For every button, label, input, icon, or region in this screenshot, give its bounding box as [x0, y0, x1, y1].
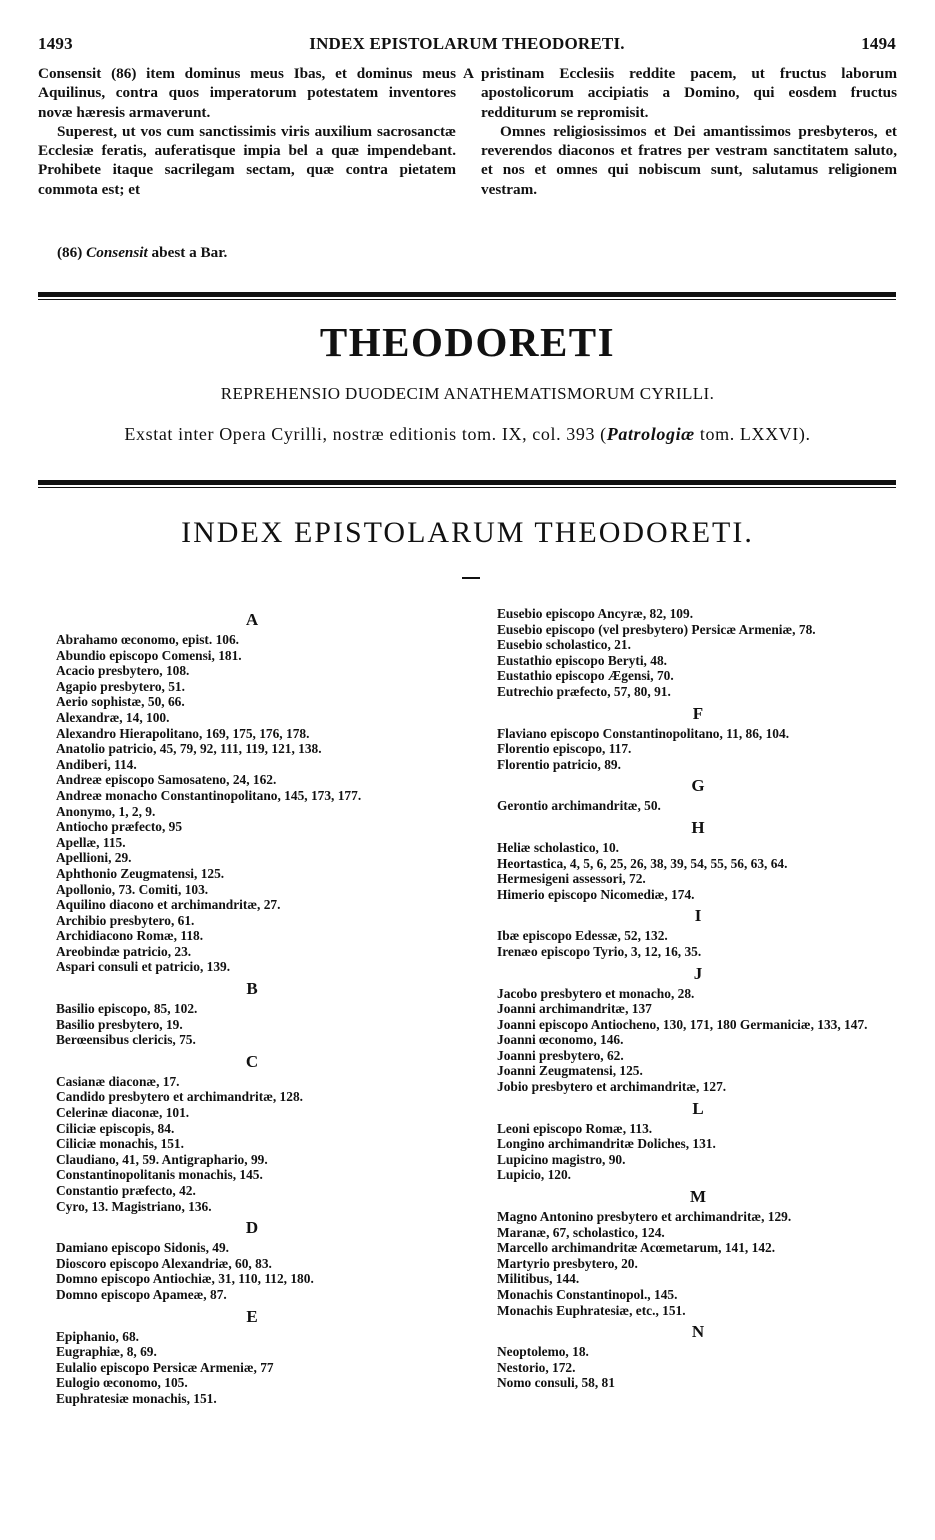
index-entry: Constantio præfecto, 42. — [56, 1183, 196, 1198]
index-entry: Eutrechio præfecto, 57, 80, 91. — [497, 683, 671, 699]
index-entry: Berœensibus clericis, 75. — [56, 1032, 196, 1048]
footnote-word: Consensit — [86, 244, 148, 261]
index-entry: Eusebio scholastico, 21. — [497, 637, 631, 653]
index-entry: Irenæo episcopo Tyrio, 3, 12, 16, 35. — [497, 943, 702, 959]
index-entry: Apellæ, 115. — [56, 834, 126, 850]
index-entry: Andreæ episcopo Samosateno, 24, 162. — [56, 772, 277, 788]
index-entry: Marcello archimandritæ Acœmetarum, 141, 142. — [497, 1240, 776, 1256]
index-entry: Andreæ monacho Constantinopolitano, 145, 173, 177. — [56, 787, 362, 803]
source-note — [0, 424, 935, 445]
index-entry: Lupicino magistro, 90. — [497, 1151, 626, 1167]
prose-left-column — [38, 64, 456, 199]
index-entry: Apellioni, 29. — [56, 850, 132, 866]
running-title: INDEX EPISTOLARUM THEODORETI. — [309, 34, 625, 53]
index-entry: Basilio episcopo, 85, 102. — [56, 1001, 198, 1017]
prose-left-paragraph-1: Consensit (86) item dominus meus Ibas, et dominus meus Aquilinus, contra quos imperatorum potestatem inventores novæ hæresis armaverunt. — [38, 65, 456, 121]
index-letter-heading: I — [694, 906, 702, 926]
index-letter-heading: N — [691, 1322, 705, 1342]
index-letter-heading: E — [246, 1306, 258, 1326]
index-entry: Eusebio episcopo Ancyræ, 82, 109. — [497, 606, 694, 621]
section-rule-bottom — [38, 480, 896, 488]
index-entry: Aspari consuli et patricio, 139. — [56, 959, 231, 975]
index-entry: Antiocho præfecto, 95 — [56, 819, 183, 835]
index-entry: Agapio presbytero, 51. — [56, 678, 185, 694]
index-entry: Apollonio, 73. Comiti, 103. — [56, 881, 209, 897]
index-entry: Joanni œconomo, 146. — [497, 1032, 624, 1048]
index-entry: Basilio presbytero, 19. — [56, 1016, 183, 1032]
index-entry: Alexandro Hierapolitano, 169, 175, 176, 178. — [56, 725, 310, 741]
index-entry: Anatolio patricio, 45, 79, 92, 111, 119, 121, 138. — [56, 741, 322, 757]
index-entry: Domno episcopo Antiochiæ, 31, 110, 112, 180. — [56, 1271, 314, 1287]
index-entry: Celerinæ diaconæ, 101. — [56, 1105, 190, 1121]
index-entry: Neoptolemo, 18. — [497, 1344, 589, 1360]
index-entry: Acacio presbytero, 108. — [56, 663, 190, 679]
index-entry: Euphratesiæ monachis, 151. — [56, 1390, 217, 1406]
index-entry: Maranæ, 67, scholastico, 124. — [497, 1224, 665, 1240]
index-entry: Alexandræ, 14, 100. — [56, 709, 170, 725]
index-entry: Eusebio episcopo (vel presbytero) Persicæ Armeniæ, 78. — [497, 621, 816, 637]
footnote-number: (86) — [57, 244, 83, 261]
index-entry: Epiphanio, 68. — [56, 1328, 139, 1344]
index-entry: Casianæ diaconæ, 17. — [56, 1073, 180, 1089]
index-entry: Andiberi, 114. — [56, 756, 137, 772]
column-marker: A — [463, 65, 474, 82]
index-title: INDEX EPISTOLARUM THEODORETI. — [181, 516, 754, 549]
title-dash — [462, 577, 480, 579]
index-letter-heading: G — [691, 776, 705, 796]
footnote — [57, 244, 227, 262]
index-entry: Claudiano, 41, 59. Antigraphario, 99. — [56, 1151, 268, 1167]
index-entry: Joanni archimandritæ, 137 — [497, 1001, 652, 1017]
index-entry: Nomo consuli, 58, 81 — [497, 1375, 615, 1391]
index-entry: Jobio presbytero et archimandritæ, 127. — [497, 1079, 727, 1095]
index-entry: Aphthonio Zeugmatensi, 125. — [56, 865, 225, 881]
index-right-column — [497, 606, 899, 1391]
index-letter-heading: J — [693, 963, 703, 983]
index-letter-heading: M — [689, 1187, 707, 1207]
section-rule-top — [38, 292, 896, 300]
page-number-right: 1494 — [861, 34, 896, 53]
index-entry: Eustathio episcopo Beryti, 48. — [497, 652, 667, 668]
index-letter-heading: F — [692, 703, 704, 723]
index-entry: Aerio sophistæ, 50, 66. — [56, 694, 185, 710]
index-entry: Heortastica, 4, 5, 6, 25, 26, 38, 39, 54, 55, 56, 63, 64. — [497, 855, 788, 871]
index-entry: Joanni Zeugmatensi, 125. — [497, 1063, 643, 1079]
index-entry: Ciliciæ monachis, 151. — [56, 1136, 184, 1152]
index-entry: Damiano episcopo Sidonis, 49. — [56, 1240, 229, 1256]
index-letter-heading: B — [246, 979, 258, 999]
index-entry: Dioscoro episcopo Alexandriæ, 60, 83. — [56, 1255, 272, 1271]
index-entry: Flaviano episcopo Constantinopolitano, 11, 86, 104. — [497, 725, 790, 741]
section-subtitle: REPREHENSIO DUODECIM ANATHEMATISMORUM CYRILLI. — [220, 384, 715, 403]
index-entry: Aquilino diacono et archimandritæ, 27. — [56, 897, 281, 913]
index-entry: Martyrio presbytero, 20. — [497, 1255, 638, 1271]
index-letter-heading: H — [691, 817, 705, 837]
index-entry: Gerontio archimandritæ, 50. — [497, 798, 661, 814]
index-entry: Eulogio œconomo, 105. — [56, 1375, 188, 1391]
footnote-text: abest a Bar. — [151, 244, 228, 261]
index-entry: Hermesigeni assessori, 72. — [497, 871, 646, 887]
page-number-left: 1493 — [38, 34, 73, 53]
index-entry: Florentio patricio, 89. — [497, 756, 621, 772]
index-entry: Joanni presbytero, 62. — [497, 1047, 624, 1063]
section-title: THEODORETI — [319, 319, 616, 365]
index-entry: Constantinopolitanis monachis, 145. — [56, 1167, 263, 1183]
index-entry: Leoni episcopo Romæ, 113. — [497, 1120, 653, 1136]
index-letter-heading: A — [245, 610, 259, 629]
index-left-column — [56, 606, 448, 1407]
index-entry: Eugraphiæ, 8, 69. — [56, 1344, 157, 1360]
index-entry: Magno Antonino presbytero et archimandritæ, 129. — [497, 1209, 792, 1225]
index-entry: Abundio episcopo Comensi, 181. — [56, 647, 242, 663]
running-header — [38, 34, 896, 56]
prose-right-paragraph-1: pristinam Ecclesiis reddite pacem, ut fructus laborum apostolicorum accipiatis a Domino, qui eosdem fructus redditurum se repromisit. — [481, 65, 897, 121]
index-entry: Eulalio episcopo Persicæ Armeniæ, 77 — [56, 1359, 274, 1375]
index-entry: Anonymo, 1, 2, 9. — [56, 803, 156, 819]
index-entry: Florentio episcopo, 117. — [497, 741, 632, 757]
index-entry: Archidiacono Romæ, 118. — [56, 928, 204, 944]
index-entry: Monachis Constantinopol., 145. — [497, 1287, 678, 1302]
index-entry: Domno episcopo Apameæ, 87. — [56, 1286, 227, 1302]
index-entry: Ciliciæ episcopis, 84. — [56, 1120, 175, 1136]
index-entry: Militibus, 144. — [497, 1271, 580, 1287]
index-entry: Himerio episcopo Nicomediæ, 174. — [497, 886, 695, 902]
index-entry: Cyro, 13. Magistriano, 136. — [56, 1198, 212, 1214]
index-entry: Candido presbytero et archimandritæ, 128. — [56, 1089, 303, 1105]
index-letter-heading: C — [245, 1051, 259, 1071]
index-entry: Ibæ episcopo Edessæ, 52, 132. — [497, 928, 668, 944]
index-entry: Eustathio episcopo Ægensi, 70. — [497, 668, 674, 684]
index-entry: Nestorio, 172. — [497, 1359, 576, 1375]
index-entry: Longino archimandritæ Doliches, 131. — [497, 1136, 716, 1152]
index-entry: Monachis Euphratesiæ, etc., 151. — [497, 1302, 686, 1318]
source-note-pre: Exstat inter Opera Cyrilli, nostræ editionis tom. IX, col. 393 ( — [124, 424, 607, 444]
prose-right-paragraph-2: Omnes religiosissimos et Dei amantissimos presbyteros, et reverendos diaconos et fratres per vestram sanctitatem saluto, et nos et omnes qui nobiscum sunt, salutamus religionem vestram. — [481, 122, 897, 198]
prose-left-paragraph-2: Superest, ut vos cum sanctissimis viris auxilium sacrosanctæ Ecclesiæ feratis, auferatisque impia bel a quæ impendebant. Prohibete itaque sacrilegam sectam, quæ contra pietatem commota est; et — [38, 122, 456, 198]
index-entry: Jacobo presbytero et monacho, 28. — [497, 985, 695, 1001]
index-letter-heading: L — [692, 1098, 704, 1118]
source-note-italic: Patrologiæ — [606, 424, 695, 444]
index-letter-heading: D — [245, 1218, 259, 1238]
index-entry: Lupicio, 120. — [497, 1167, 572, 1183]
index-entry: Areobindæ patricio, 23. — [56, 943, 192, 959]
index-entry: Joanni episcopo Antiocheno, 130, 171, 180 Germaniciæ, 133, 147. — [497, 1016, 868, 1032]
prose-right-column — [481, 64, 897, 199]
index-entry: Heliæ scholastico, 10. — [497, 839, 619, 855]
source-note-post: tom. LXXVI). — [699, 424, 811, 444]
index-entry: Abrahamo œconomo, epist. 106. — [56, 632, 240, 647]
index-entry: Archibio presbytero, 61. — [56, 912, 195, 928]
